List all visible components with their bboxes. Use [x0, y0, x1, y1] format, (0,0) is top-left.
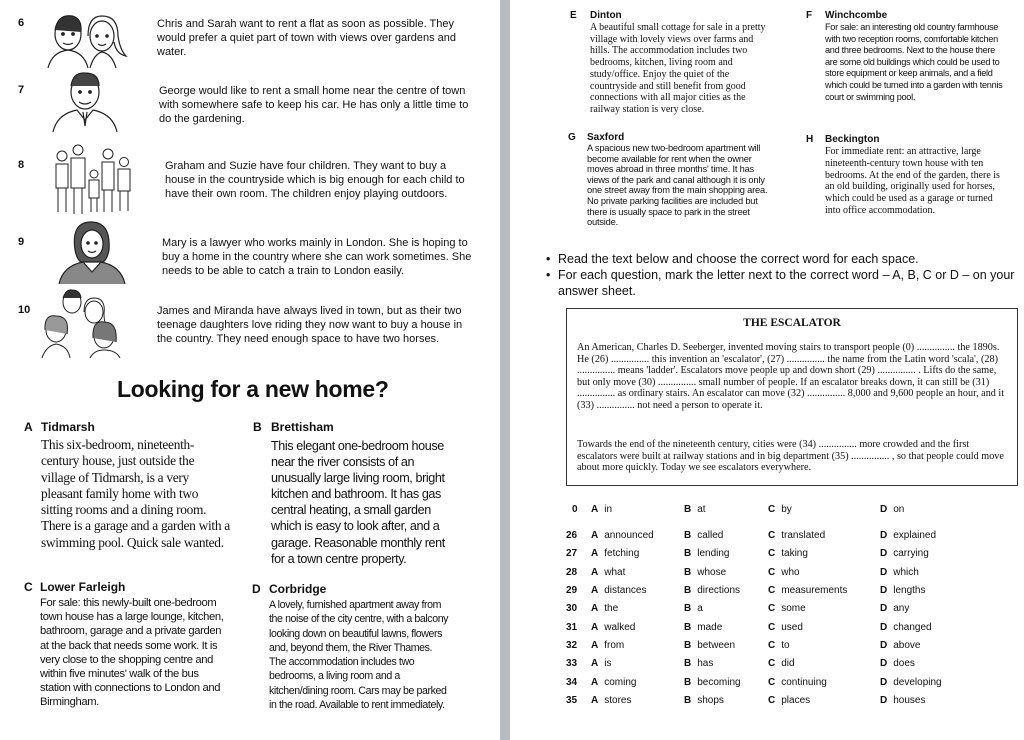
option-text: explained [893, 530, 937, 541]
ad-b [253, 420, 463, 570]
option-text: between [697, 640, 736, 651]
ad-h [806, 132, 1016, 247]
option-d[interactable] [880, 603, 909, 614]
ad-letter: B [253, 420, 262, 434]
option-a[interactable] [591, 640, 624, 651]
family-of-four-portrait [40, 286, 130, 358]
question-row [558, 658, 1018, 676]
ad-text: A lovely, furnished apartment away from the noise of the city centre, with a balcony looking down on beautiful lawns, flowers and, beyond them, the River Thames. The accommodation includes two bedrooms, a living room and a kitchen/dining room. Cars may be parked in the road. Available to rent immediately. [269, 599, 449, 712]
question-number: 9 [18, 236, 25, 248]
question-number: 26 [566, 530, 578, 541]
option-letter: A [591, 622, 599, 633]
option-b[interactable] [684, 658, 713, 669]
option-a[interactable] [591, 567, 625, 578]
option-a[interactable] [591, 585, 646, 596]
woman-portrait [57, 216, 127, 284]
ad-text: A spacious new two-bedroom apartment will become available for rent when the owner moves abroad in three months' time. It has views of the park and canal although it is only one street away from the main shopping area. No private parking facilities are included but there is usually space to park in the street outside. [587, 143, 768, 228]
option-c[interactable] [768, 603, 806, 614]
option-letter: D [880, 548, 888, 559]
option-letter: B [684, 567, 692, 578]
man-portrait [45, 66, 125, 132]
option-text: shops [697, 695, 724, 706]
option-text: in [604, 504, 613, 515]
option-letter: B [684, 677, 692, 688]
option-d[interactable] [880, 658, 915, 669]
option-letter: D [880, 658, 888, 669]
question-row [558, 622, 1018, 640]
option-letter: C [768, 603, 776, 614]
option-letter: D [880, 622, 888, 633]
option-text: announced [604, 530, 654, 541]
option-letter: B [684, 504, 692, 515]
ad-g [568, 132, 778, 247]
option-d[interactable] [880, 677, 942, 688]
option-d[interactable] [880, 504, 904, 515]
question-row [558, 585, 1018, 603]
ad-c [24, 580, 234, 730]
option-text: directions [697, 585, 741, 596]
option-b[interactable] [684, 603, 703, 614]
option-d[interactable] [880, 530, 936, 541]
ad-name: Lower Farleigh [40, 580, 126, 594]
ad-text: This elegant one-bedroom house near the river consists of an unusually large living room, bright kitchen and bathroom. It has gas central heating, a small garden which is easy to look after, and a garage. Reasonable monthly rent for a town centre property. [271, 439, 445, 566]
option-letter: A [591, 603, 599, 614]
option-d[interactable] [880, 567, 919, 578]
question-number: 0 [572, 504, 578, 515]
question-row [558, 548, 1018, 566]
option-text: has [697, 658, 714, 669]
option-text: lengths [893, 585, 926, 596]
option-letter: D [880, 695, 888, 706]
option-text: from [604, 640, 625, 651]
option-text: coming [604, 677, 637, 688]
ad-name: Winchcombe [825, 10, 888, 21]
ad-name: Dinton [590, 10, 622, 21]
person-description: Mary is a lawyer who works mainly in London. She is hoping to buy a home in the country where she can work sometimes. She needs to be able to catch a train to London easily. [162, 237, 472, 277]
option-letter: B [684, 530, 692, 541]
question-number: 34 [566, 677, 578, 688]
option-letter: D [880, 504, 888, 515]
question-row [558, 603, 1018, 621]
option-letter: B [684, 622, 692, 633]
option-letter: B [684, 640, 692, 651]
option-letter: A [591, 530, 599, 541]
option-c[interactable] [768, 504, 792, 515]
option-a[interactable] [591, 548, 639, 559]
question-row [558, 567, 1018, 585]
ad-e [570, 10, 780, 125]
person-description: Chris and Sarah want to rent a flat as soon as possible. They would prefer a quiet part of town with views over gardens and water. [157, 18, 456, 58]
option-c[interactable] [768, 567, 800, 578]
option-letter: B [684, 658, 692, 669]
option-letter: C [768, 658, 776, 669]
question-number: 10 [18, 304, 31, 316]
option-text: to [781, 640, 790, 651]
ad-letter: H [806, 134, 814, 145]
question-number: 32 [566, 640, 578, 651]
instruction-2 [546, 267, 1018, 299]
option-letter: C [768, 695, 776, 706]
option-d[interactable] [880, 695, 925, 706]
question-number: 33 [566, 658, 578, 669]
option-letter: A [591, 567, 599, 578]
option-letter: C [768, 585, 776, 596]
question-number: 8 [18, 159, 25, 171]
option-a[interactable] [591, 603, 618, 614]
ad-name: Beckington [825, 134, 880, 145]
ad-letter: C [24, 580, 33, 594]
option-letter: C [768, 548, 776, 559]
ad-name: Brettisham [271, 420, 334, 434]
ad-letter: E [570, 10, 577, 21]
bullet: • [546, 252, 551, 266]
option-text: whose [697, 567, 727, 578]
option-b[interactable] [684, 548, 730, 559]
option-text: houses [893, 695, 926, 706]
bullet: • [546, 268, 551, 282]
option-text: called [697, 530, 724, 541]
option-a[interactable] [591, 658, 611, 669]
option-d[interactable] [880, 548, 929, 559]
passage-paragraph-1: An American, Charles D. Seeberger, invented moving stairs to transport people (0) ............... the 1890s. He (26) ............... this invention an 'escalator', (27) ............... the name from the Latin word 'scala', (28) ............... means 'ladder'. Escalators move people up and down short (29) ............... . Lifts do the same, but only move (30) ............... small number of people. If an escalator breaks down, it can still be (31) ............... as ordinary stairs. An escalator can move (32) ............... 8,000 and 9,600 people an hour, and it (33) ............... not need a person to operate it. [577, 342, 1005, 411]
question-row [558, 530, 1018, 548]
person-description: Graham and Suzie have four children. They want to buy a house in the countryside which is big enough for each child to have their own room. The children enjoy playing outdoors. [165, 160, 465, 200]
question-number: 27 [566, 548, 578, 559]
option-text: did [781, 658, 795, 669]
option-letter: D [880, 640, 888, 651]
option-text: any [893, 603, 910, 614]
option-text: distances [604, 585, 647, 596]
option-text: changed [893, 622, 932, 633]
passage-title: THE ESCALATOR [743, 317, 841, 329]
family-portrait [50, 140, 140, 218]
ad-d [252, 582, 462, 732]
option-text: on [893, 504, 905, 515]
option-text: used [781, 622, 803, 633]
option-text: measurements [781, 585, 848, 596]
option-text: what [604, 567, 626, 578]
passage-box [566, 308, 1018, 486]
option-d[interactable] [880, 585, 925, 596]
ad-name: Saxford [587, 132, 625, 143]
person-row-6 [0, 0, 500, 70]
option-letter: A [591, 658, 599, 669]
instruction-text: For each question, mark the letter next to the correct word – A, B, C or D – on your answer sheet. [558, 268, 1015, 298]
person-description: George would like to rent a small home near the centre of town with somewhere safe to keep his car. He has only a little time to do the gardening. [159, 85, 469, 125]
option-text: does [893, 658, 915, 669]
question-row [558, 677, 1018, 695]
option-b[interactable] [684, 622, 722, 633]
ad-letter: G [568, 132, 576, 143]
question-number: 6 [18, 17, 25, 29]
ad-a [24, 420, 234, 570]
question-row [558, 695, 1018, 713]
option-a[interactable] [591, 677, 636, 688]
option-a[interactable] [591, 504, 612, 515]
ad-text: A beautiful small cottage for sale in a pretty village with lovely views over farms and hills. The accommodation includes two bedrooms, kitchen, living room and study/office. Enjoy the quiet of the countryside and still benefit from good connections with all major cities as the railway station is very close. [590, 22, 766, 115]
option-c[interactable] [768, 677, 827, 688]
ad-letter: A [24, 420, 33, 434]
right-page [510, 0, 1024, 740]
question-number: 29 [566, 585, 578, 596]
question-row [558, 504, 1018, 522]
option-letter: C [768, 567, 776, 578]
option-letter: A [591, 585, 599, 596]
option-b[interactable] [684, 695, 724, 706]
option-b[interactable] [684, 677, 741, 688]
ad-text: This six-bedroom, nineteenth-century house, just outside the village of Tidmarsh, is a very pleasant family home with two sitting rooms and a dining room. There is a garage and a garden with a swimming pool. Quick sale wanted. [41, 437, 230, 550]
option-letter: C [768, 677, 776, 688]
option-letter: C [768, 622, 776, 633]
option-text: fetching [604, 548, 640, 559]
option-letter: C [768, 530, 776, 541]
option-letter: C [768, 640, 776, 651]
option-text: lending [697, 548, 730, 559]
ad-f [806, 10, 1016, 125]
question-number: 7 [18, 84, 25, 96]
option-d[interactable] [880, 622, 932, 633]
option-text: by [781, 504, 792, 515]
option-b[interactable] [684, 530, 723, 541]
option-text: taking [781, 548, 808, 559]
option-letter: C [768, 504, 776, 515]
page-title: Looking for a new home? [117, 376, 389, 402]
option-text: becoming [697, 677, 741, 688]
person-row-9 [0, 220, 500, 290]
instruction-text: Read the text below and choose the correct word for each space. [558, 252, 919, 266]
couple-portrait [40, 6, 130, 68]
ad-name: Tidmarsh [41, 420, 95, 434]
option-b[interactable] [684, 567, 726, 578]
option-text: stores [604, 695, 632, 706]
question-number: 31 [566, 622, 578, 633]
option-letter: D [880, 677, 888, 688]
ad-text: For sale: this newly-built one-bedroom town house has a large lounge, kitchen, bathroom, garage and a private garden at the back that needs some work. It is very close to the shopping centre and within five minutes' walk of the bus station with connections to London and Birmingham. [40, 597, 224, 709]
option-text: translated [781, 530, 826, 541]
option-letter: D [880, 603, 888, 614]
option-letter: B [684, 603, 692, 614]
option-letter: A [591, 548, 599, 559]
option-text: carrying [893, 548, 929, 559]
option-text: continuing [781, 677, 827, 688]
option-letter: B [684, 548, 692, 559]
option-c[interactable] [768, 658, 795, 669]
option-text: is [604, 658, 612, 669]
option-text: above [893, 640, 921, 651]
option-letter: D [880, 567, 888, 578]
option-letter: A [591, 640, 599, 651]
option-text: developing [893, 677, 942, 688]
option-a[interactable] [591, 695, 631, 706]
person-row-10 [0, 290, 500, 368]
option-text: a [697, 603, 703, 614]
option-b[interactable] [684, 640, 735, 651]
question-row [558, 640, 1018, 658]
person-row-7 [0, 70, 500, 140]
option-d[interactable] [880, 640, 920, 651]
option-c[interactable] [768, 548, 808, 559]
option-letter: D [880, 585, 888, 596]
option-a[interactable] [591, 530, 654, 541]
option-b[interactable] [684, 585, 740, 596]
ad-name: Corbridge [269, 582, 327, 596]
option-letter: B [684, 585, 692, 596]
option-c[interactable] [768, 530, 825, 541]
instruction-1 [546, 251, 1018, 267]
question-number: 30 [566, 603, 578, 614]
person-row-8 [0, 140, 500, 220]
option-c[interactable] [768, 695, 810, 706]
page-divider [500, 0, 510, 740]
ad-text: For immediate rent: an attractive, large nineteenth-century town house with ten bedrooms. At the end of the garden, there is an old building, originally used for horses, which could be used as a garage or turned into office accommodation. [825, 146, 1000, 216]
option-text: some [781, 603, 806, 614]
ad-letter: D [252, 582, 261, 596]
option-text: at [697, 504, 706, 515]
question-number: 35 [566, 695, 578, 706]
option-c[interactable] [768, 585, 847, 596]
question-number: 28 [566, 567, 578, 578]
option-text: made [697, 622, 723, 633]
ad-letter: F [806, 10, 813, 21]
option-c[interactable] [768, 640, 790, 651]
option-letter: A [591, 695, 599, 706]
ad-text: For sale: an interesting old country farmhouse with two reception rooms, comfortable kitchen and three bedrooms. Next to the house there are some old buildings which could be used to store equipment or keep animals, and a field which could be turned into a garden with tennis court or swimming pool. [825, 22, 1003, 102]
option-text: who [781, 567, 800, 578]
option-c[interactable] [768, 622, 803, 633]
option-text: walked [604, 622, 636, 633]
left-page [0, 0, 500, 740]
option-letter: A [591, 677, 599, 688]
person-description: James and Miranda have always lived in town, but as their two teenage daughters love riding they now want to buy a house in the country. They need enough space to have two horses. [157, 305, 463, 345]
option-b[interactable] [684, 504, 706, 515]
option-text: which [893, 567, 919, 578]
option-text: places [781, 695, 811, 706]
option-text: the [604, 603, 619, 614]
option-letter: B [684, 695, 692, 706]
passage-paragraph-2: Towards the end of the nineteenth century, cities were (34) ............... more crowded and the first escalators were built at railway stations and in big department (35) ............... , so that people could move about more quickly. Today we see escalators everywhere. [577, 439, 1004, 474]
option-letter: D [880, 530, 888, 541]
option-letter: A [591, 504, 599, 515]
option-a[interactable] [591, 622, 635, 633]
